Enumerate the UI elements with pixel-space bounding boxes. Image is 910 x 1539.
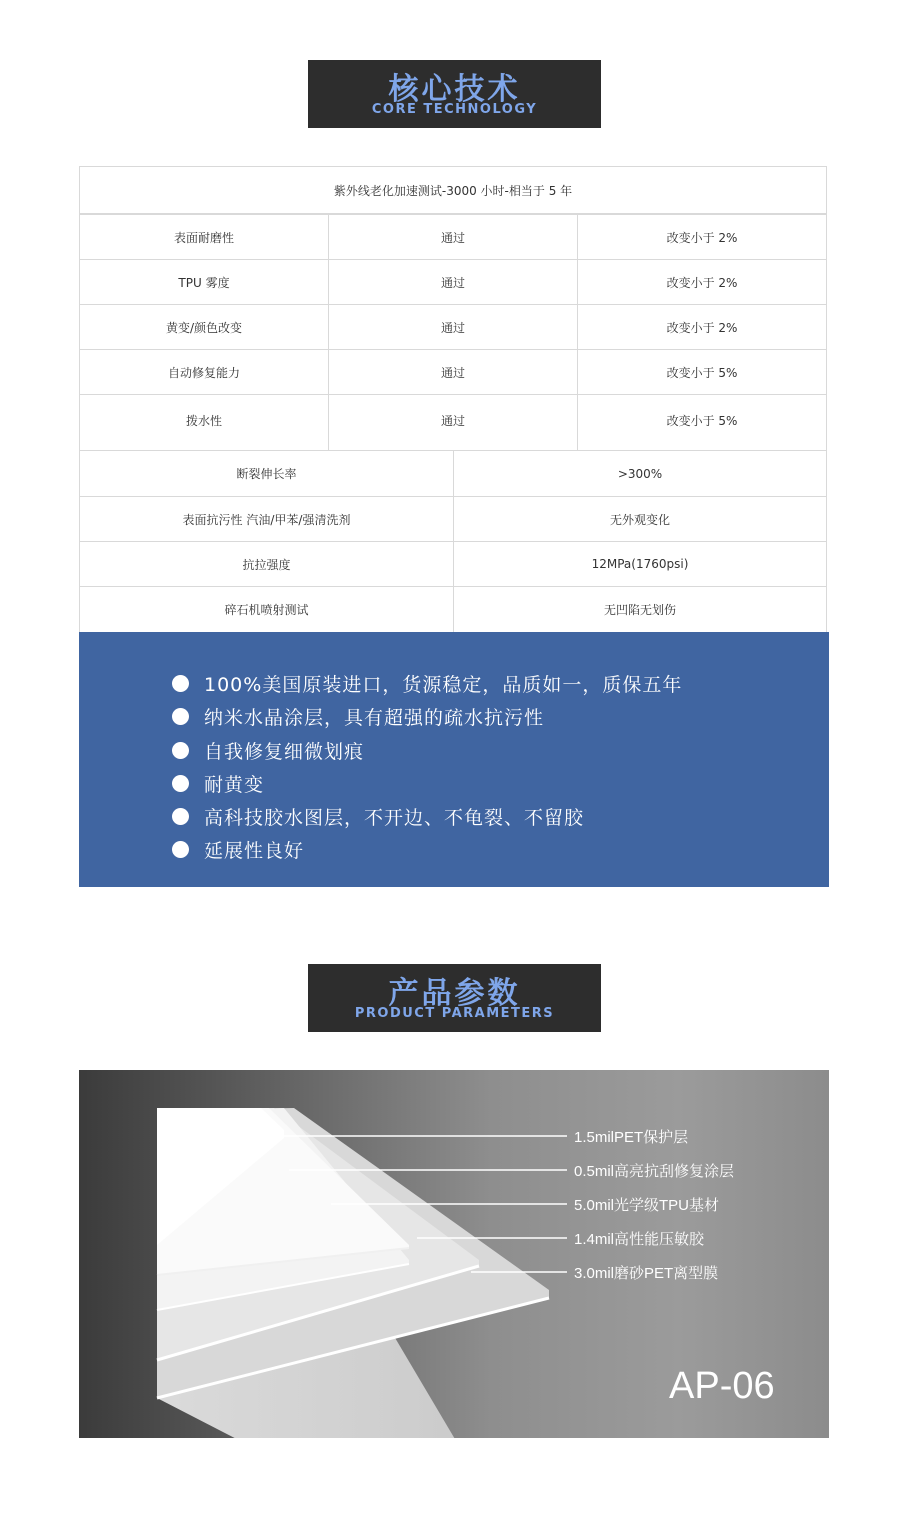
table-cell-change: 改变小于 5% (577, 349, 827, 395)
feature-item (172, 834, 304, 864)
feature-text: 纳米水晶涂层，具有超强的疏水抗污性 (204, 706, 545, 729)
table-cell-result: 通过 (328, 214, 578, 260)
layer-label: 1.4mil高性能压敏胶 (574, 1231, 705, 1248)
product-layer-diagram (79, 1070, 829, 1438)
table-row (79, 586, 827, 632)
layer-label: 3.0mil磨砂PET离型膜 (574, 1265, 719, 1282)
bullet-dot-icon (172, 841, 189, 858)
table-header: 紫外线老化加速测试-3000 小时-相当于 5 年 (79, 166, 827, 214)
table-cell-item: 表面抗污性 汽油/甲苯/强清洗剂 (79, 496, 454, 542)
feature-item (172, 801, 584, 831)
section-title-cn: 核心技术 (388, 72, 521, 107)
feature-text: 延展性良好 (204, 839, 305, 862)
table-row (79, 541, 827, 586)
feature-panel (79, 632, 829, 887)
table-row (79, 349, 827, 394)
section-title-cn: 产品参数 (388, 976, 521, 1011)
layer-label: 0.5mil高亮抗刮修复涂层 (574, 1163, 735, 1180)
table-cell-result: 通过 (328, 304, 578, 350)
layer-label: 5.0mil光学级TPU基材 (574, 1197, 720, 1214)
bullet-dot-icon (172, 742, 189, 759)
table-cell-value: 无外观变化 (453, 496, 827, 542)
table-cell-item: 自动修复能力 (79, 349, 329, 395)
section-title-en: PRODUCT PARAMETERS (354, 1006, 555, 1021)
table-cell-result: 通过 (328, 394, 578, 451)
core-technology-title (308, 60, 601, 128)
table-row (79, 496, 827, 541)
table-cell-item: 拨水性 (79, 394, 329, 451)
bullet-dot-icon (172, 675, 189, 692)
table-cell-change: 改变小于 5% (577, 394, 827, 451)
table-cell-item: 断裂伸长率 (79, 450, 454, 497)
bullet-dot-icon (172, 708, 189, 725)
table-row (79, 214, 827, 259)
table-row (79, 259, 827, 304)
table-row (79, 394, 827, 450)
table-cell-value: 12MPa(1760psi) (453, 541, 827, 587)
table-cell-change: 改变小于 2% (577, 304, 827, 350)
section-title-en: CORE TECHNOLOGY (371, 102, 538, 117)
bullet-dot-icon (172, 775, 189, 792)
table-cell-change: 改变小于 2% (577, 259, 827, 305)
bullet-dot-icon (172, 808, 189, 825)
feature-item (172, 701, 544, 731)
table-cell-value: >300% (453, 450, 827, 497)
feature-text: 高科技胶水图层，不开边、不龟裂、不留胶 (204, 806, 585, 829)
layer-diagram-svg (79, 1070, 829, 1438)
table-cell-value: 无凹陷无划伤 (453, 586, 827, 633)
feature-text: 耐黄变 (204, 773, 265, 796)
table-row (79, 450, 827, 496)
layer-label: 1.5milPET保护层 (574, 1129, 689, 1146)
feature-text: 100%美国原装进口，货源稳定，品质如一，质保五年 (204, 673, 683, 696)
feature-item (172, 668, 682, 698)
table-cell-change: 改变小于 2% (577, 214, 827, 260)
product-parameters-title (308, 964, 601, 1032)
table-cell-item: 碎石机喷射测试 (79, 586, 454, 633)
table-cell-item: TPU 雾度 (79, 259, 329, 305)
table-cell-item: 表面耐磨性 (79, 214, 329, 260)
feature-item (172, 735, 364, 765)
model-name: AP-06 (669, 1365, 775, 1407)
feature-item (172, 768, 264, 798)
feature-text: 自我修复细微划痕 (204, 740, 365, 763)
table-row (79, 304, 827, 349)
table-cell-item: 抗拉强度 (79, 541, 454, 587)
table-cell-item: 黄变/颜色改变 (79, 304, 329, 350)
table-header-row (79, 166, 827, 214)
table-cell-result: 通过 (328, 259, 578, 305)
table-cell-result: 通过 (328, 349, 578, 395)
